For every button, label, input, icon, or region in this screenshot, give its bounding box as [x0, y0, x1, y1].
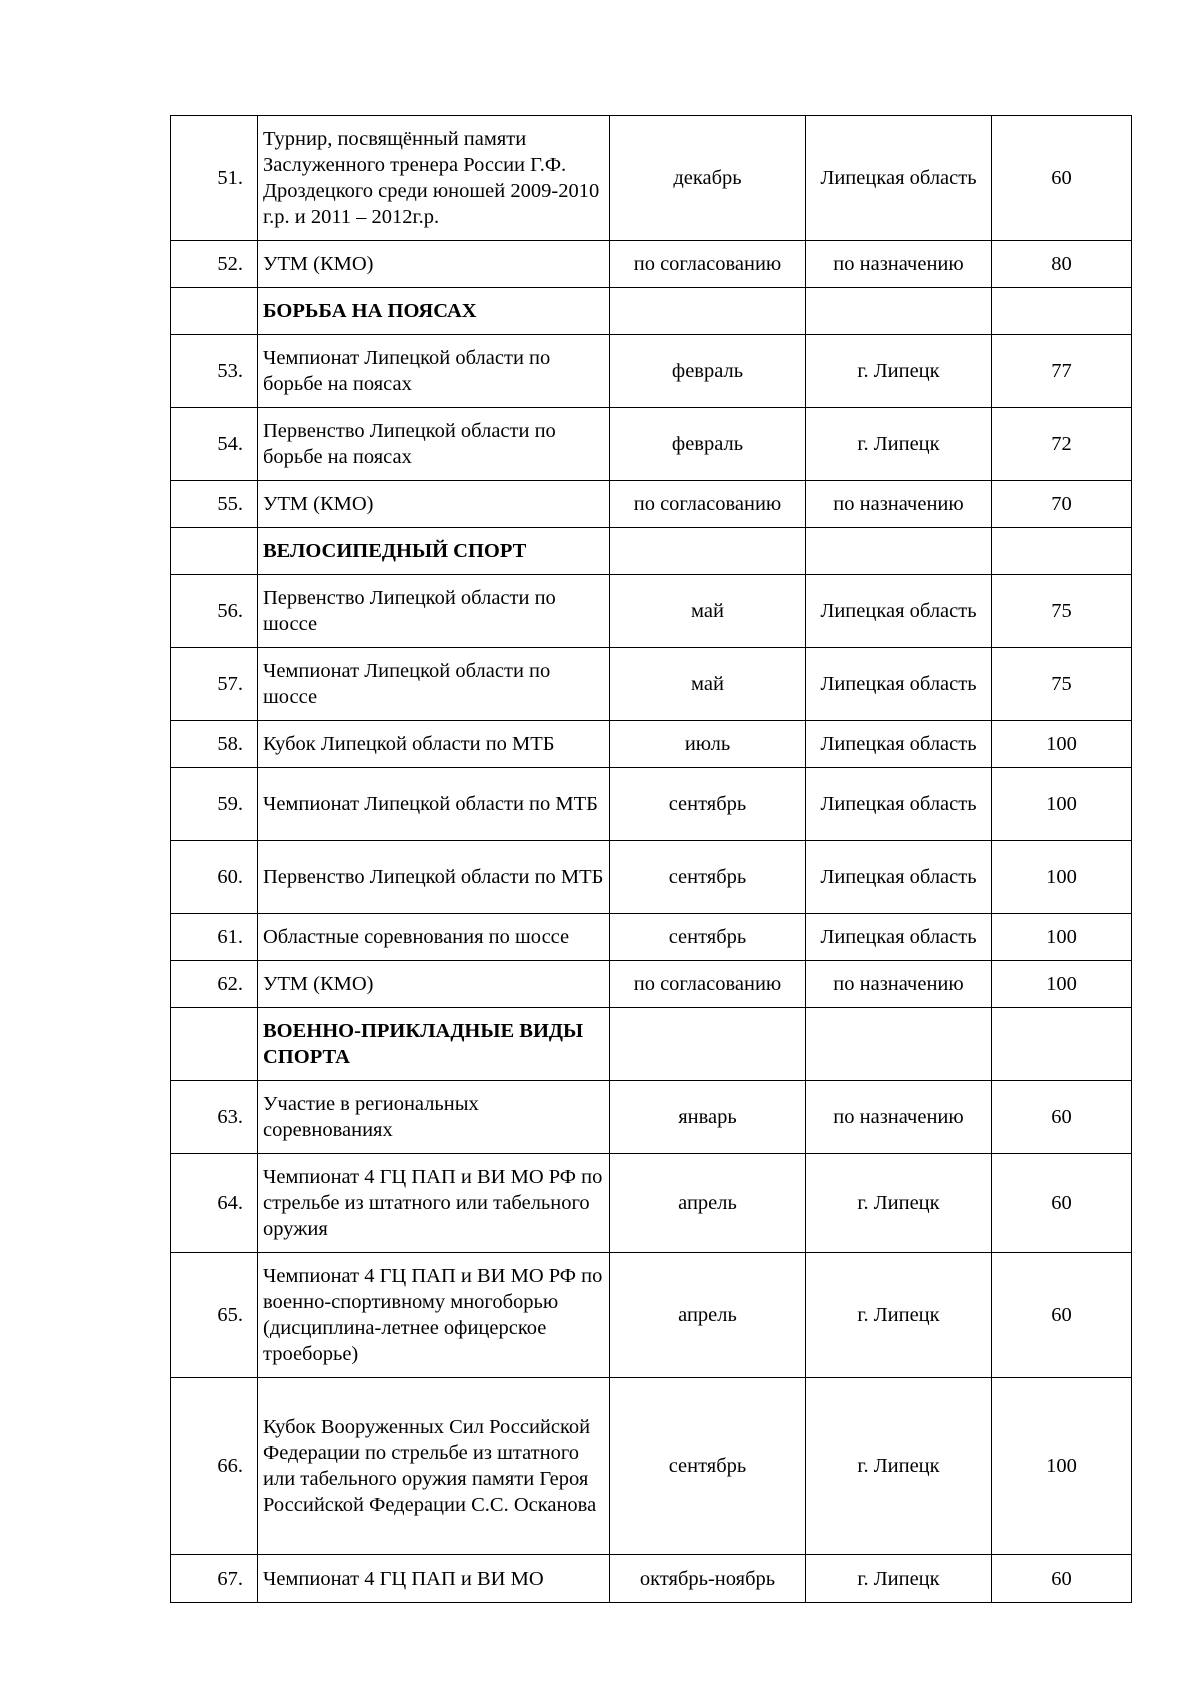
section-title: ВЕЛОСИПЕДНЫЙ СПОРТ	[258, 528, 610, 575]
participant-count: 77	[992, 335, 1132, 408]
section-row	[171, 1008, 1132, 1081]
participant-count: 100	[992, 768, 1132, 841]
events-table	[170, 115, 1132, 1603]
participant-count: 70	[992, 481, 1132, 528]
event-title: Чемпионат 4 ГЦ ПАП и ВИ МО РФ по военно-спортивному многоборью (дисциплина-летнее офицерское троеборье)	[258, 1253, 610, 1378]
section-title: БОРЬБА НА ПОЯСАХ	[258, 288, 610, 335]
row-number: 52.	[171, 241, 258, 288]
event-place: Липецкая область	[806, 721, 992, 768]
event-place: Липецкая область	[806, 768, 992, 841]
event-place: г. Липецк	[806, 335, 992, 408]
participant-count: 60	[992, 116, 1132, 241]
row-number: 51.	[171, 116, 258, 241]
table-row	[171, 575, 1132, 648]
participant-count: 60	[992, 1081, 1132, 1154]
table-row	[171, 1081, 1132, 1154]
section-num-cell	[171, 1008, 258, 1081]
row-number: 56.	[171, 575, 258, 648]
event-title: Первенство Липецкой области по МТБ	[258, 841, 610, 914]
event-title: Первенство Липецкой области по шоссе	[258, 575, 610, 648]
row-number: 66.	[171, 1378, 258, 1555]
event-title: УТМ (КМО)	[258, 961, 610, 1008]
event-date: январь	[610, 1081, 806, 1154]
participant-count: 100	[992, 961, 1132, 1008]
row-number: 53.	[171, 335, 258, 408]
event-date: декабрь	[610, 116, 806, 241]
event-date: по согласованию	[610, 481, 806, 528]
row-number: 64.	[171, 1154, 258, 1253]
participant-count: 75	[992, 648, 1132, 721]
event-title: Чемпионат Липецкой области по МТБ	[258, 768, 610, 841]
table-row	[171, 1378, 1132, 1555]
event-place: г. Липецк	[806, 1253, 992, 1378]
event-date: февраль	[610, 335, 806, 408]
participant-count: 75	[992, 575, 1132, 648]
row-number: 59.	[171, 768, 258, 841]
event-place: по назначению	[806, 1081, 992, 1154]
event-title: Областные соревнования по шоссе	[258, 914, 610, 961]
event-place: г. Липецк	[806, 1378, 992, 1555]
event-title: Чемпионат 4 ГЦ ПАП и ВИ МО	[258, 1555, 610, 1603]
event-title: Чемпионат Липецкой области по шоссе	[258, 648, 610, 721]
row-number: 63.	[171, 1081, 258, 1154]
participant-count: 100	[992, 914, 1132, 961]
section-title: ВОЕННО-ПРИКЛАДНЫЕ ВИДЫ СПОРТА	[258, 1008, 610, 1081]
section-num-cell	[171, 288, 258, 335]
event-place: Липецкая область	[806, 116, 992, 241]
event-title: Турнир, посвящённый памяти Заслуженного тренера России Г.Ф. Дроздецкого среди юношей 2009-2010 г.р. и 2011 – 2012г.р.	[258, 116, 610, 241]
table-row	[171, 1555, 1132, 1603]
row-number: 54.	[171, 408, 258, 481]
event-place: г. Липецк	[806, 1154, 992, 1253]
event-title: Кубок Вооруженных Сил Российской Федерации по стрельбе из штатного или табельного оружия памяти Героя Российской Федерации С.С. Осканова	[258, 1378, 610, 1555]
event-title: Участие в региональных соревнованиях	[258, 1081, 610, 1154]
event-date: сентябрь	[610, 914, 806, 961]
section-place-cell	[806, 1008, 992, 1081]
event-date: апрель	[610, 1154, 806, 1253]
event-title: Чемпионат Липецкой области по борьбе на поясах	[258, 335, 610, 408]
section-place-cell	[806, 528, 992, 575]
event-date: октябрь-ноябрь	[610, 1555, 806, 1603]
table-row	[171, 335, 1132, 408]
participant-count: 72	[992, 408, 1132, 481]
participant-count: 80	[992, 241, 1132, 288]
event-date: по согласованию	[610, 961, 806, 1008]
event-place: Липецкая область	[806, 914, 992, 961]
table-row	[171, 721, 1132, 768]
event-place: г. Липецк	[806, 1555, 992, 1603]
event-place: по назначению	[806, 481, 992, 528]
row-number: 61.	[171, 914, 258, 961]
table-row	[171, 768, 1132, 841]
row-number: 58.	[171, 721, 258, 768]
table-row	[171, 841, 1132, 914]
event-date: июль	[610, 721, 806, 768]
row-number: 65.	[171, 1253, 258, 1378]
row-number: 67.	[171, 1555, 258, 1603]
event-place: Липецкая область	[806, 841, 992, 914]
row-number: 57.	[171, 648, 258, 721]
table-row	[171, 116, 1132, 241]
table-row	[171, 481, 1132, 528]
section-count-cell	[992, 288, 1132, 335]
event-date: февраль	[610, 408, 806, 481]
event-date: сентябрь	[610, 1378, 806, 1555]
participant-count: 60	[992, 1253, 1132, 1378]
table-row	[171, 408, 1132, 481]
section-date-cell	[610, 1008, 806, 1081]
section-date-cell	[610, 288, 806, 335]
section-date-cell	[610, 528, 806, 575]
event-place: г. Липецк	[806, 408, 992, 481]
table-body	[171, 116, 1132, 1603]
participant-count: 60	[992, 1154, 1132, 1253]
table-row	[171, 1253, 1132, 1378]
participant-count: 100	[992, 721, 1132, 768]
event-place: по назначению	[806, 241, 992, 288]
event-place: по назначению	[806, 961, 992, 1008]
event-date: апрель	[610, 1253, 806, 1378]
section-row	[171, 288, 1132, 335]
event-title: УТМ (КМО)	[258, 241, 610, 288]
event-date: май	[610, 575, 806, 648]
event-title: Первенство Липецкой области по борьбе на поясах	[258, 408, 610, 481]
event-date: по согласованию	[610, 241, 806, 288]
row-number: 62.	[171, 961, 258, 1008]
section-num-cell	[171, 528, 258, 575]
table-row	[171, 1154, 1132, 1253]
table-row	[171, 241, 1132, 288]
event-title: УТМ (КМО)	[258, 481, 610, 528]
table-row	[171, 648, 1132, 721]
event-title: Чемпионат 4 ГЦ ПАП и ВИ МО РФ по стрельбе из штатного или табельного оружия	[258, 1154, 610, 1253]
row-number: 55.	[171, 481, 258, 528]
section-count-cell	[992, 528, 1132, 575]
section-place-cell	[806, 288, 992, 335]
table-row	[171, 961, 1132, 1008]
participant-count: 100	[992, 1378, 1132, 1555]
section-count-cell	[992, 1008, 1132, 1081]
event-date: сентябрь	[610, 768, 806, 841]
event-place: Липецкая область	[806, 648, 992, 721]
event-date: май	[610, 648, 806, 721]
event-title: Кубок Липецкой области по МТБ	[258, 721, 610, 768]
event-place: Липецкая область	[806, 575, 992, 648]
section-row	[171, 528, 1132, 575]
table-row	[171, 914, 1132, 961]
participant-count: 60	[992, 1555, 1132, 1603]
participant-count: 100	[992, 841, 1132, 914]
event-date: сентябрь	[610, 841, 806, 914]
row-number: 60.	[171, 841, 258, 914]
